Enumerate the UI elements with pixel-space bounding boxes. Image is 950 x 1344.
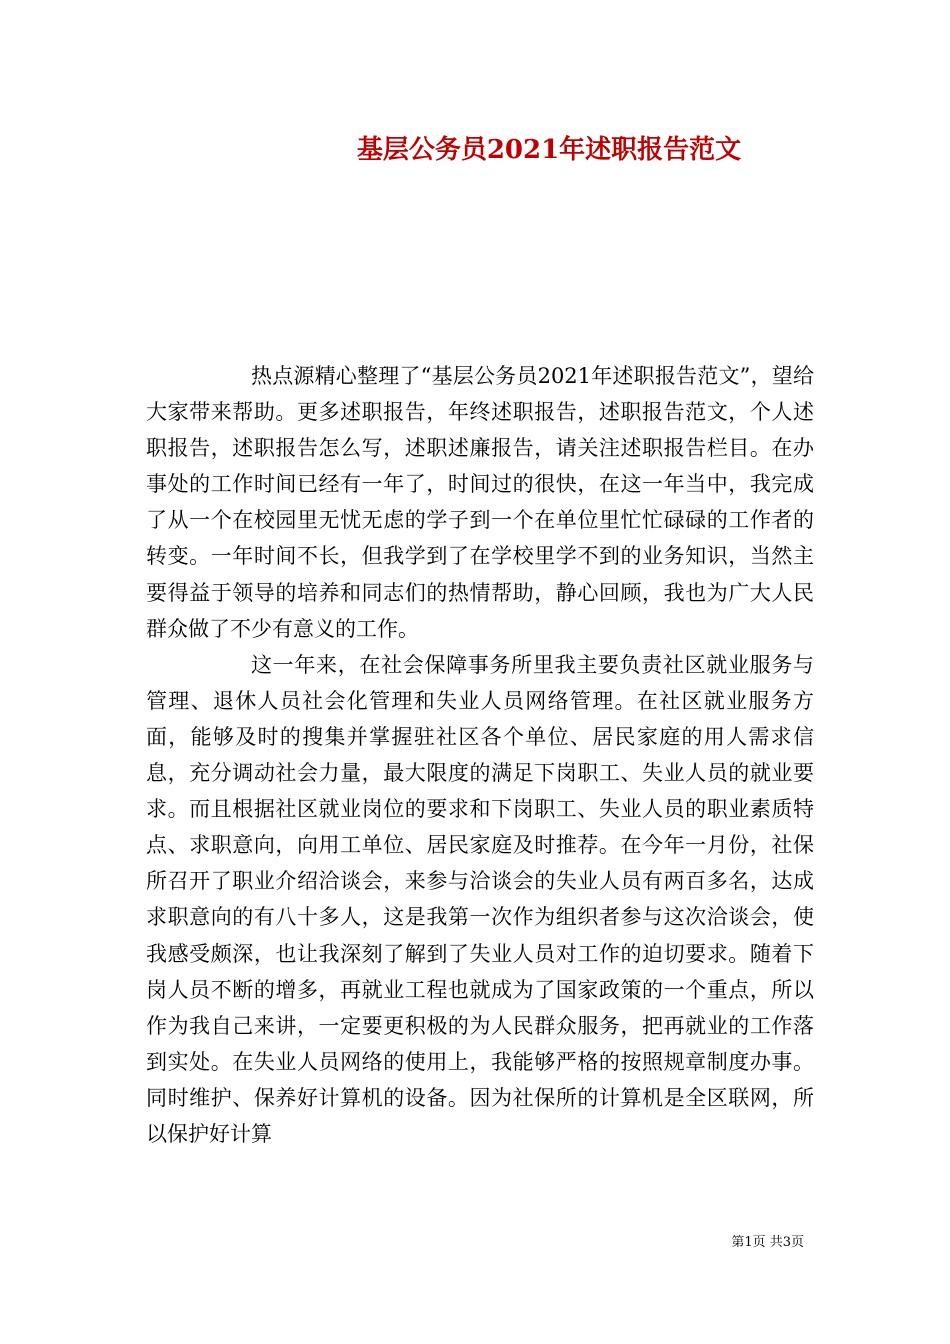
paragraph-intro: 热点源精心整理了“基层公务员2021年述职报告范文”，望给大家带来帮助。更多述职报告，年终述职报告，述职报告范文，个人述职报告，述职报告怎么写，述职述廉报告，请关注述职报告栏目。在办事处的工作时间已经有一年了，时间过的很快，在这一年当中，我完成了从一个在校园里无忧无虑的学子到一个在单位里忙忙碌碌的工作者的转变。一年时间不长，但我学到了在学校里学不到的业务知识，当然主要得益于领导的培养和同志们的热情帮助，静心回顾，我也为广大人民群众做了不少有意义的工作。 [146,364,814,641]
document-body [146,358,814,1152]
paragraph-work-summary: 这一年来，在社会保障事务所里我主要负责社区就业服务与管理、退休人员社会化管理和失业人员网络管理。在社区就业服务方面，能够及时的搜集并掌握驻社区各个单位、居民家庭的用人需求信息，充分调动社会力量，最大限度的满足下岗职工、失业人员的就业要求。而且根据社区就业岗位的要求和下岗职工、失业人员的职业素质特点、求职意向，向用工单位、居民家庭及时推荐。在今年一月份，社保所召开了职业介绍洽谈会，来参与洽谈会的失业人员有两百多名，达成求职意向的有八十多人，这是我第一次作为组织者参与这次洽谈会，使我感受颇深，也让我深刻了解到了失业人员对工作的迫切要求。随着下岗人员不断的增多，再就业工程也就成为了国家政策的一个重点，所以作为我自己来讲，一定要更积极的为人民群众服务，把再就业的工作落到实处。在失业人员网络的使用上，我能够严格的按照规章制度办事。同时维护、保养好计算机的设备。因为社保所的计算机是全区联网，所以保护好计算 [146,652,814,1146]
page-number: 第1页 共3页 [731,1235,804,1250]
document-title: 基层公务员2021年述职报告范文 [356,135,742,165]
